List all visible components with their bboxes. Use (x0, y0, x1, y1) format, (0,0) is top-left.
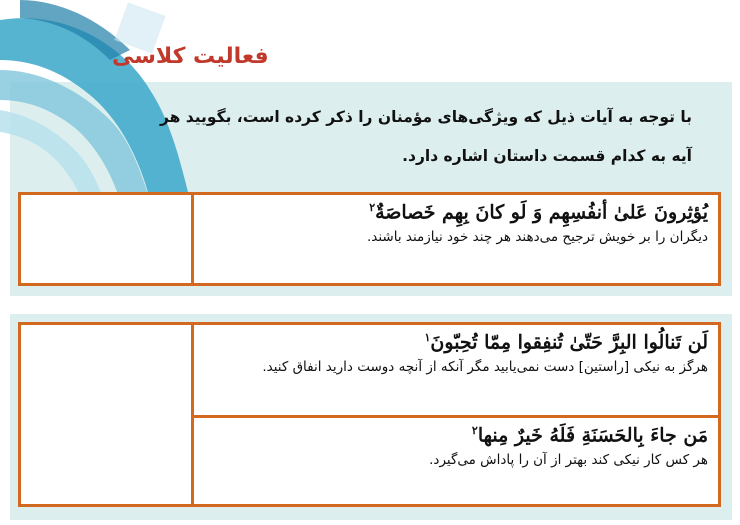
ayah-text (194, 325, 718, 355)
ayah-translation: هرگز به نیکی [راستین] دست نمی‌یابید مگر آنکه از آنچه دوست دارید انفاق کنید. (262, 359, 708, 376)
activity-table-1 (18, 192, 721, 286)
ayah-translation: هر کس کار نیکی کند بهتر از آن را پاداش می‌گیرد. (429, 452, 708, 469)
ayah-arabic: یُؤثِرونَ عَلیٰ أنفُسِهِم وَ لَو کانَ بِهِم خَصاصَةٌ (375, 201, 708, 224)
ayah-cell (193, 324, 720, 506)
table-row (20, 194, 720, 285)
instruction-line-1: با توجه به آیات ذیل که ویژگی‌های مؤمنان را ذکر کرده است، بگویید هر (159, 108, 692, 126)
ayah-block (194, 325, 718, 418)
ayah-text (194, 418, 718, 448)
ayah-arabic: مَن جاءَ بِالحَسَنَةِ فَلَهُ خَیرٌ مِنها (477, 424, 708, 447)
ayah-ref: ۱ (424, 331, 431, 344)
ayah-block (194, 418, 718, 504)
table-row (20, 324, 720, 506)
answer-cell[interactable] (20, 194, 193, 285)
answer-cell[interactable] (20, 324, 193, 506)
activity-table-2 (18, 322, 721, 507)
ayah-cell (193, 194, 720, 285)
instruction-line-2: آیه به کدام قسمت داستان اشاره دارد. (402, 147, 692, 165)
ayah-ref: ۲ (369, 201, 376, 214)
section-title: فعالیت کلاسی (112, 44, 269, 69)
ayah-arabic: لَن تَنالُوا البِرَّ حَتّیٰ تُنفِقوا مِمّا تُحِبّونَ (430, 331, 708, 354)
ayah-translation: دیگران را بر خویش ترجیح می‌دهند هر چند خود نیازمند باشند. (366, 229, 708, 246)
ayah-ref: ۲ (471, 424, 478, 437)
wave-decoration-icon (0, 0, 200, 200)
ayah-text (194, 195, 718, 225)
